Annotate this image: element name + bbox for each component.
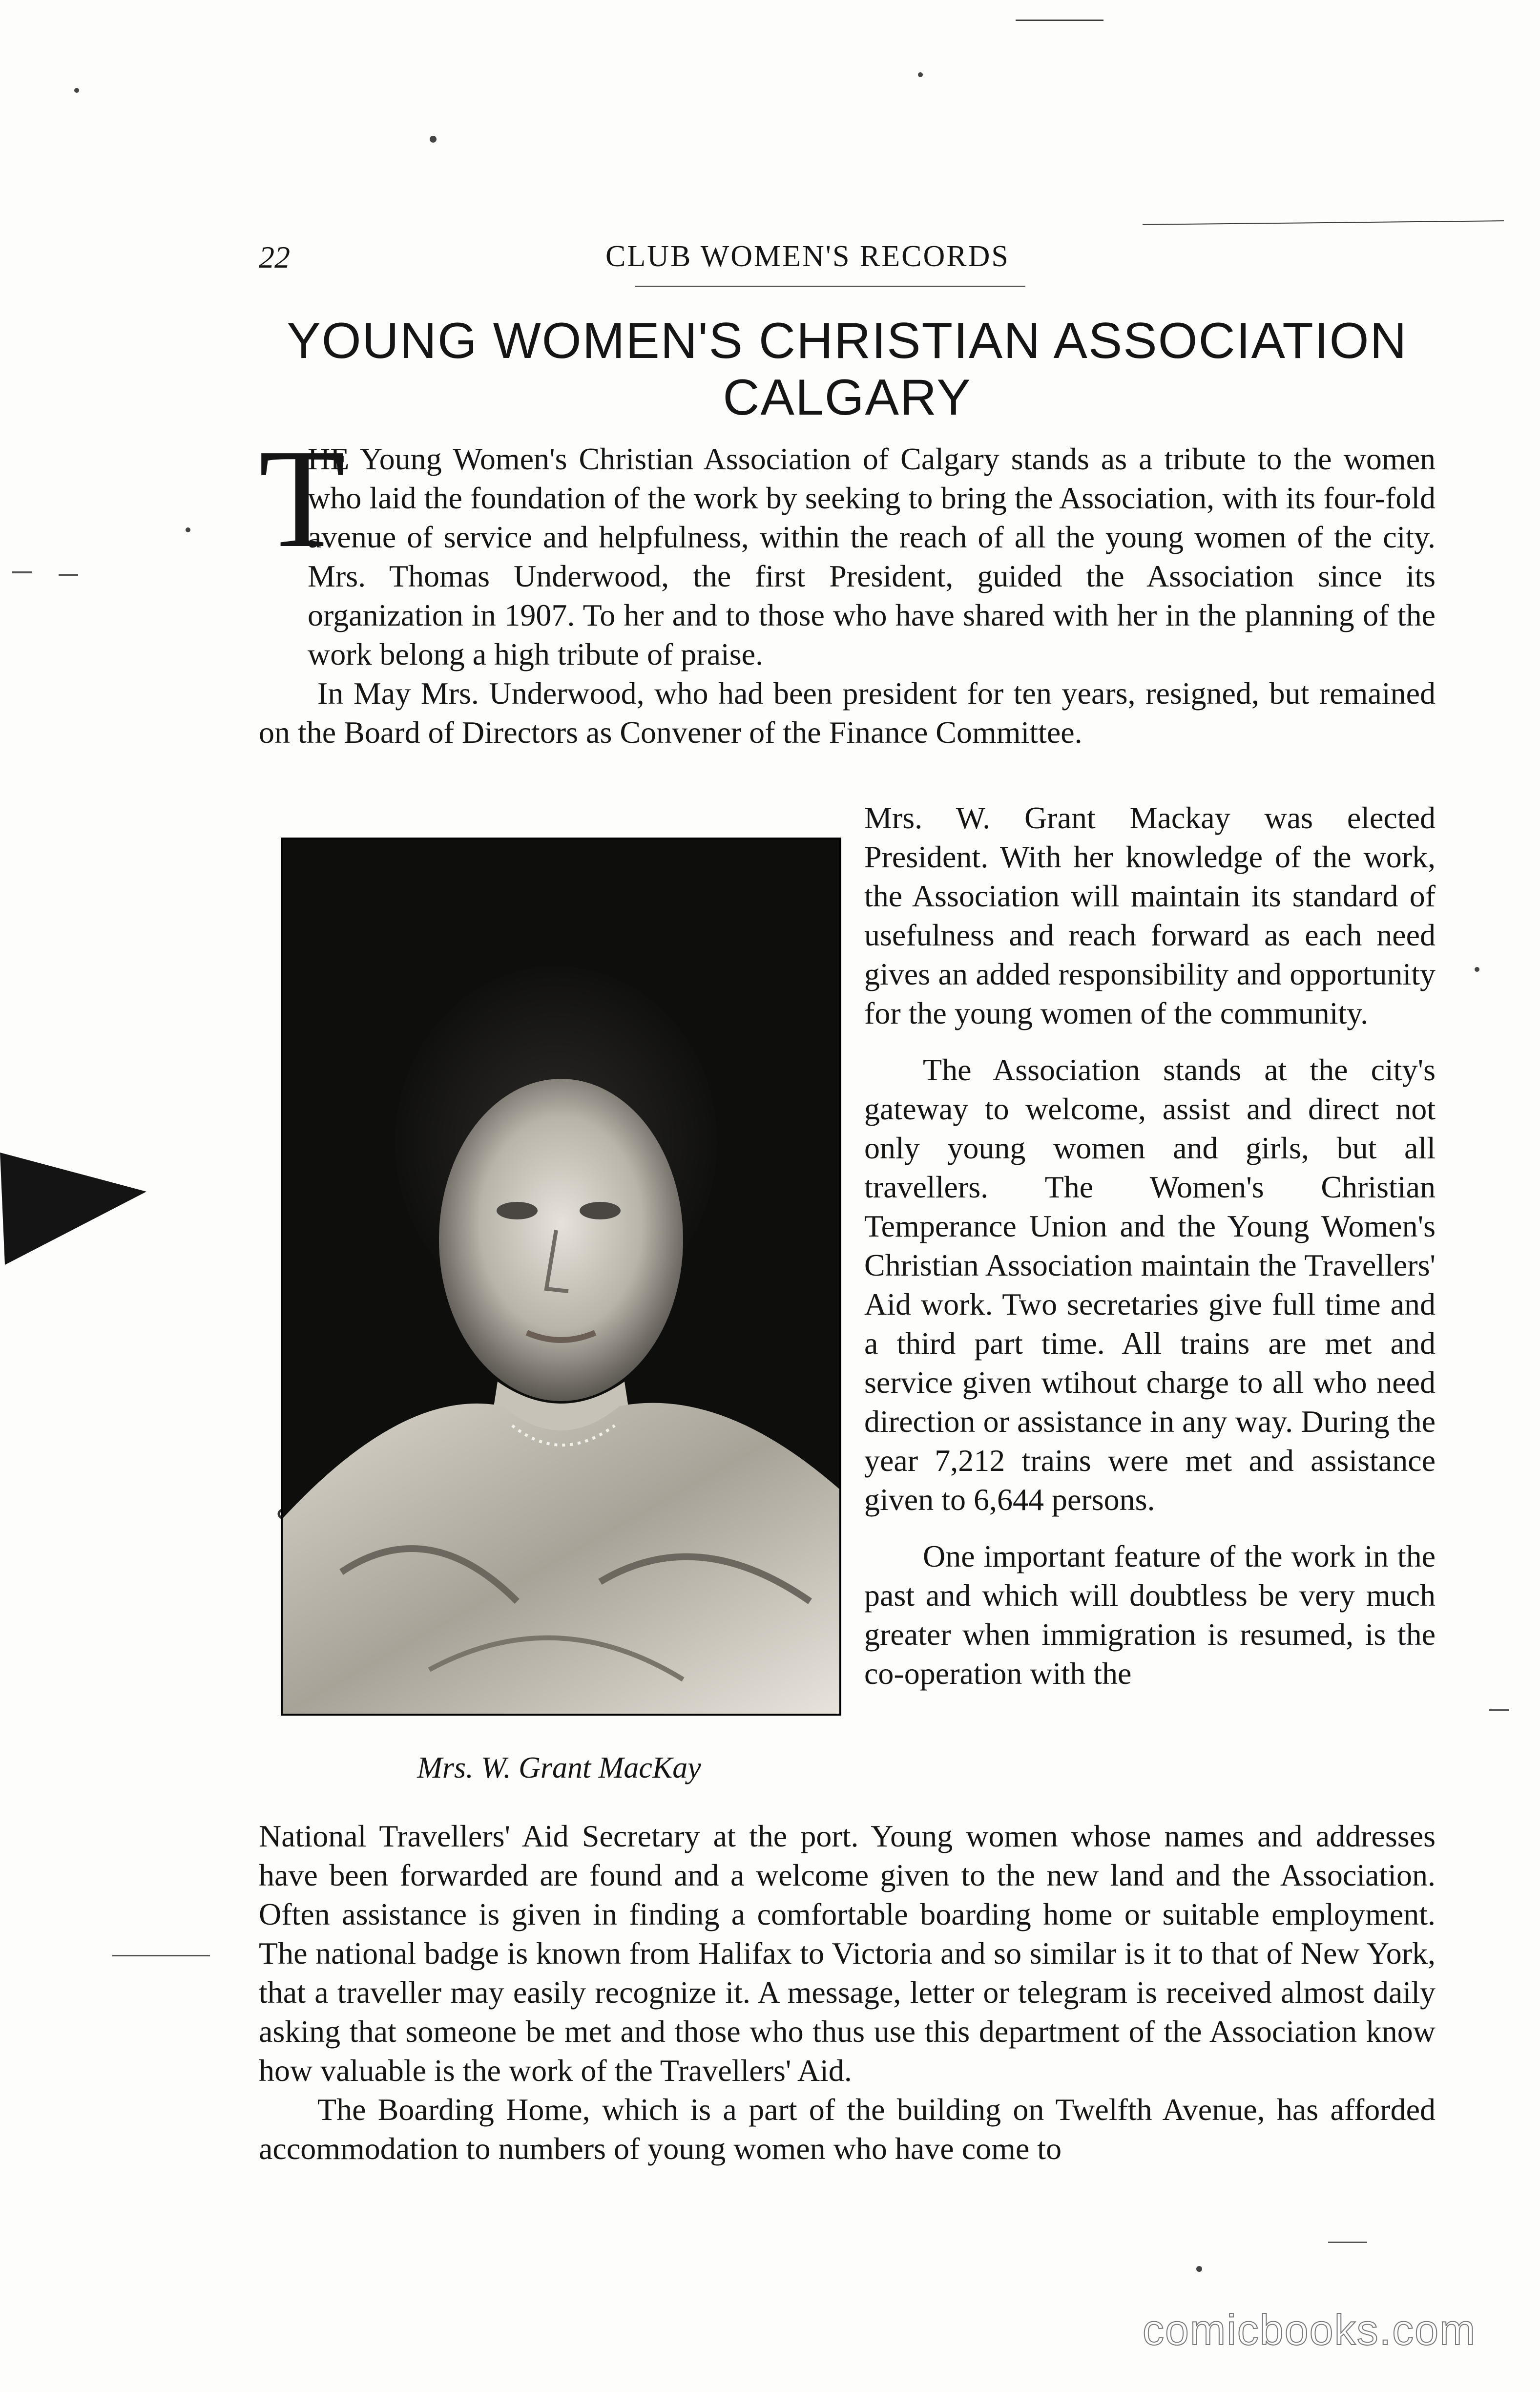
side-column [864,798,1436,1693]
paragraph-feature: One important feature of the work in the past and which will doubtless be very much greater when immigration is resumed, is the co-operation with the [864,1539,1436,1691]
scan-dash [1489,1709,1509,1711]
portrait-photo [281,838,841,1716]
scan-speck [1196,2266,1202,2272]
closing-text [259,1817,1436,2168]
article-title: YOUNG WOMEN'S CHRISTIAN ASSOCIATION [287,313,1408,369]
scan-speck [1475,967,1479,972]
paragraph-mackay: Mrs. W. Grant Mackay was elected President. With her knowledge of the work, the Association will maintain its standard of usefulness and reach forward as each need gives an added responsibility and opportunity for the young women of the community. [864,800,1436,1030]
scan-speck [74,88,79,93]
scan-dash [12,571,32,573]
paragraph-national-aid: National Travellers' Aid Secretary at the port. Young women whose names and addresses have been forwarded are found and a welcome given to the new land and the Association. Often assistance is given in finding a comfortable boarding home or suitable employment. The national badge is known from Halifax to Victoria and so similar is it to that of New York, that a traveller may easily recognize it. A message, letter or telegram is received almost daily asking that someone be met and those who thus use this department of the Association know how valuable is the work of the Travellers' Aid. [259,1819,1436,2088]
scan-rule-header [1143,220,1504,225]
scan-dash [1328,2242,1367,2243]
portrait-caption: Mrs. W. Grant MacKay [417,1751,701,1784]
scan-rule-top [1016,20,1103,21]
article-subtitle: CALGARY [723,369,972,426]
paragraph-may: In May Mrs. Underwood, who had been president for ten years, resigned, but remained on the Board of Directors as Convener of the Finance Committee. [259,676,1436,750]
scan-shadow-triangle [0,1148,156,1284]
portrait-image [283,839,839,1714]
running-title: CLUB WOMEN'S RECORDS [605,240,1010,273]
scan-dash [59,574,78,576]
scan-speck [186,527,190,532]
intro-paragraph [259,420,1436,674]
scan-dash [112,1955,210,1956]
drop-cap: T [259,420,346,577]
page-number: 22 [259,240,290,274]
watermark-logo: comicbooks.com [1143,2306,1477,2354]
scan-speck [918,72,923,77]
paragraph-gateway: The Association stands at the city's gateway to welcome, assist and direct not only young women and girls, but all travellers. The Women's Christian Temperance Union and the Young Women's Christian Association maintain the Travellers' Aid work. Two secretaries give full time and a third part time. All trains are met and service given wtihout charge to all who need direction or assistance in any way. During the year 7,212 trains were met and assistance given to 6,644 persons. [864,1052,1436,1517]
scan-speck [430,136,437,143]
running-header [259,239,1431,283]
article-heading [259,313,1436,426]
scan-rule-header-short [635,286,1025,287]
opening-text [259,420,1436,752]
paragraph-boarding-home: The Boarding Home, which is a part of the building on Twelfth Avenue, has afforded accommodation to numbers of young women who have come to [259,2092,1436,2166]
intro-text: HE Young Women's Christian Association of Calgary stands as a tribute to the women who laid the foundation of the work by seeking to bring the Association, with its four-fold avenue of service and helpfulness, within the reach of all the young women of the city. Mrs. Thomas Underwood, the first President, guided the Association since its organization in 1907. To her and to those who have shared with her in the planning of the work belong a high tribute of praise. [308,441,1436,671]
